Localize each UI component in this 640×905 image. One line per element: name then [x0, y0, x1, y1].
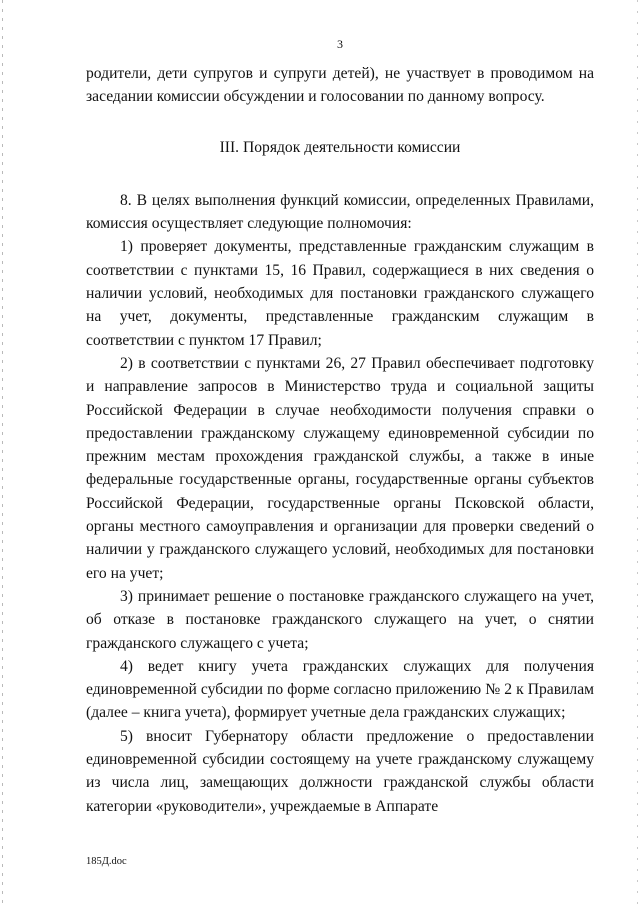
page-number: 3 [337, 37, 343, 51]
paragraph-item-1: 1) проверяет документы, представленные гражданским служащим в соответствии с пунктами 15, 16 Правил, содержащиеся в них сведения о наличии условий, необходимых для постановки гражданского служащего на учет, документы, представленные гражданским служащим в соответствии с пунктом 17 Правил; [86, 238, 594, 349]
footer-filename: 185Д.doc [86, 856, 127, 867]
scan-edge-right [637, 0, 638, 905]
paragraph-item-4: 4) ведет книгу учета гражданских служащих для получения единовременной субсидии по форме согласно приложению № 2 к Правилам (далее – книга учета), формирует учетные дела гражданских служащих; [86, 657, 594, 722]
paragraph-item-5: 5) вносит Губернатору области предложение о предоставлении единовременной субсидии состоящему на учете гражданскому служащему из числа лиц, замещающих должности гражданской службы области категории «руководители», учреждаемые в Аппарате [86, 727, 594, 815]
document-body [86, 62, 594, 818]
top-paragraph: родители, дети супругов и супруги детей), не участвует в проводимом на заседании комиссии обсуждении и голосовании по данному вопросу. [86, 65, 594, 106]
paragraph-8: 8. В целях выполнения функций комиссии, определенных Правилами, комиссия осуществляет следующие полномочия: [86, 191, 594, 233]
section-heading: III. Порядок деятельности комиссии [219, 138, 461, 156]
paragraph-item-2: 2) в соответствии с пунктами 26, 27 Правил обеспечивает подготовку и направление запросов в Министерство труда и социальной защиты Российской Федерации в случае необходимости получения справки о предоставлении гражданскому служащему единовременной субсидии по прежним местам прохождения гражданской службы, а также в иные федеральные государственные органы, государственные органы субъектов Российской Федерации, государственные органы Псковской области, органы местного самоуправления и организации для проверки сведений о наличии у гражданского служащего условий, необходимых для постановки его на учет; [86, 354, 594, 582]
scan-edge-left [2, 0, 3, 905]
paragraph-item-3: 3) принимает решение о постановке гражданского служащего на учет, об отказе в постановке гражданского служащего на учет, о снятии гражданского служащего с учета; [86, 587, 594, 652]
